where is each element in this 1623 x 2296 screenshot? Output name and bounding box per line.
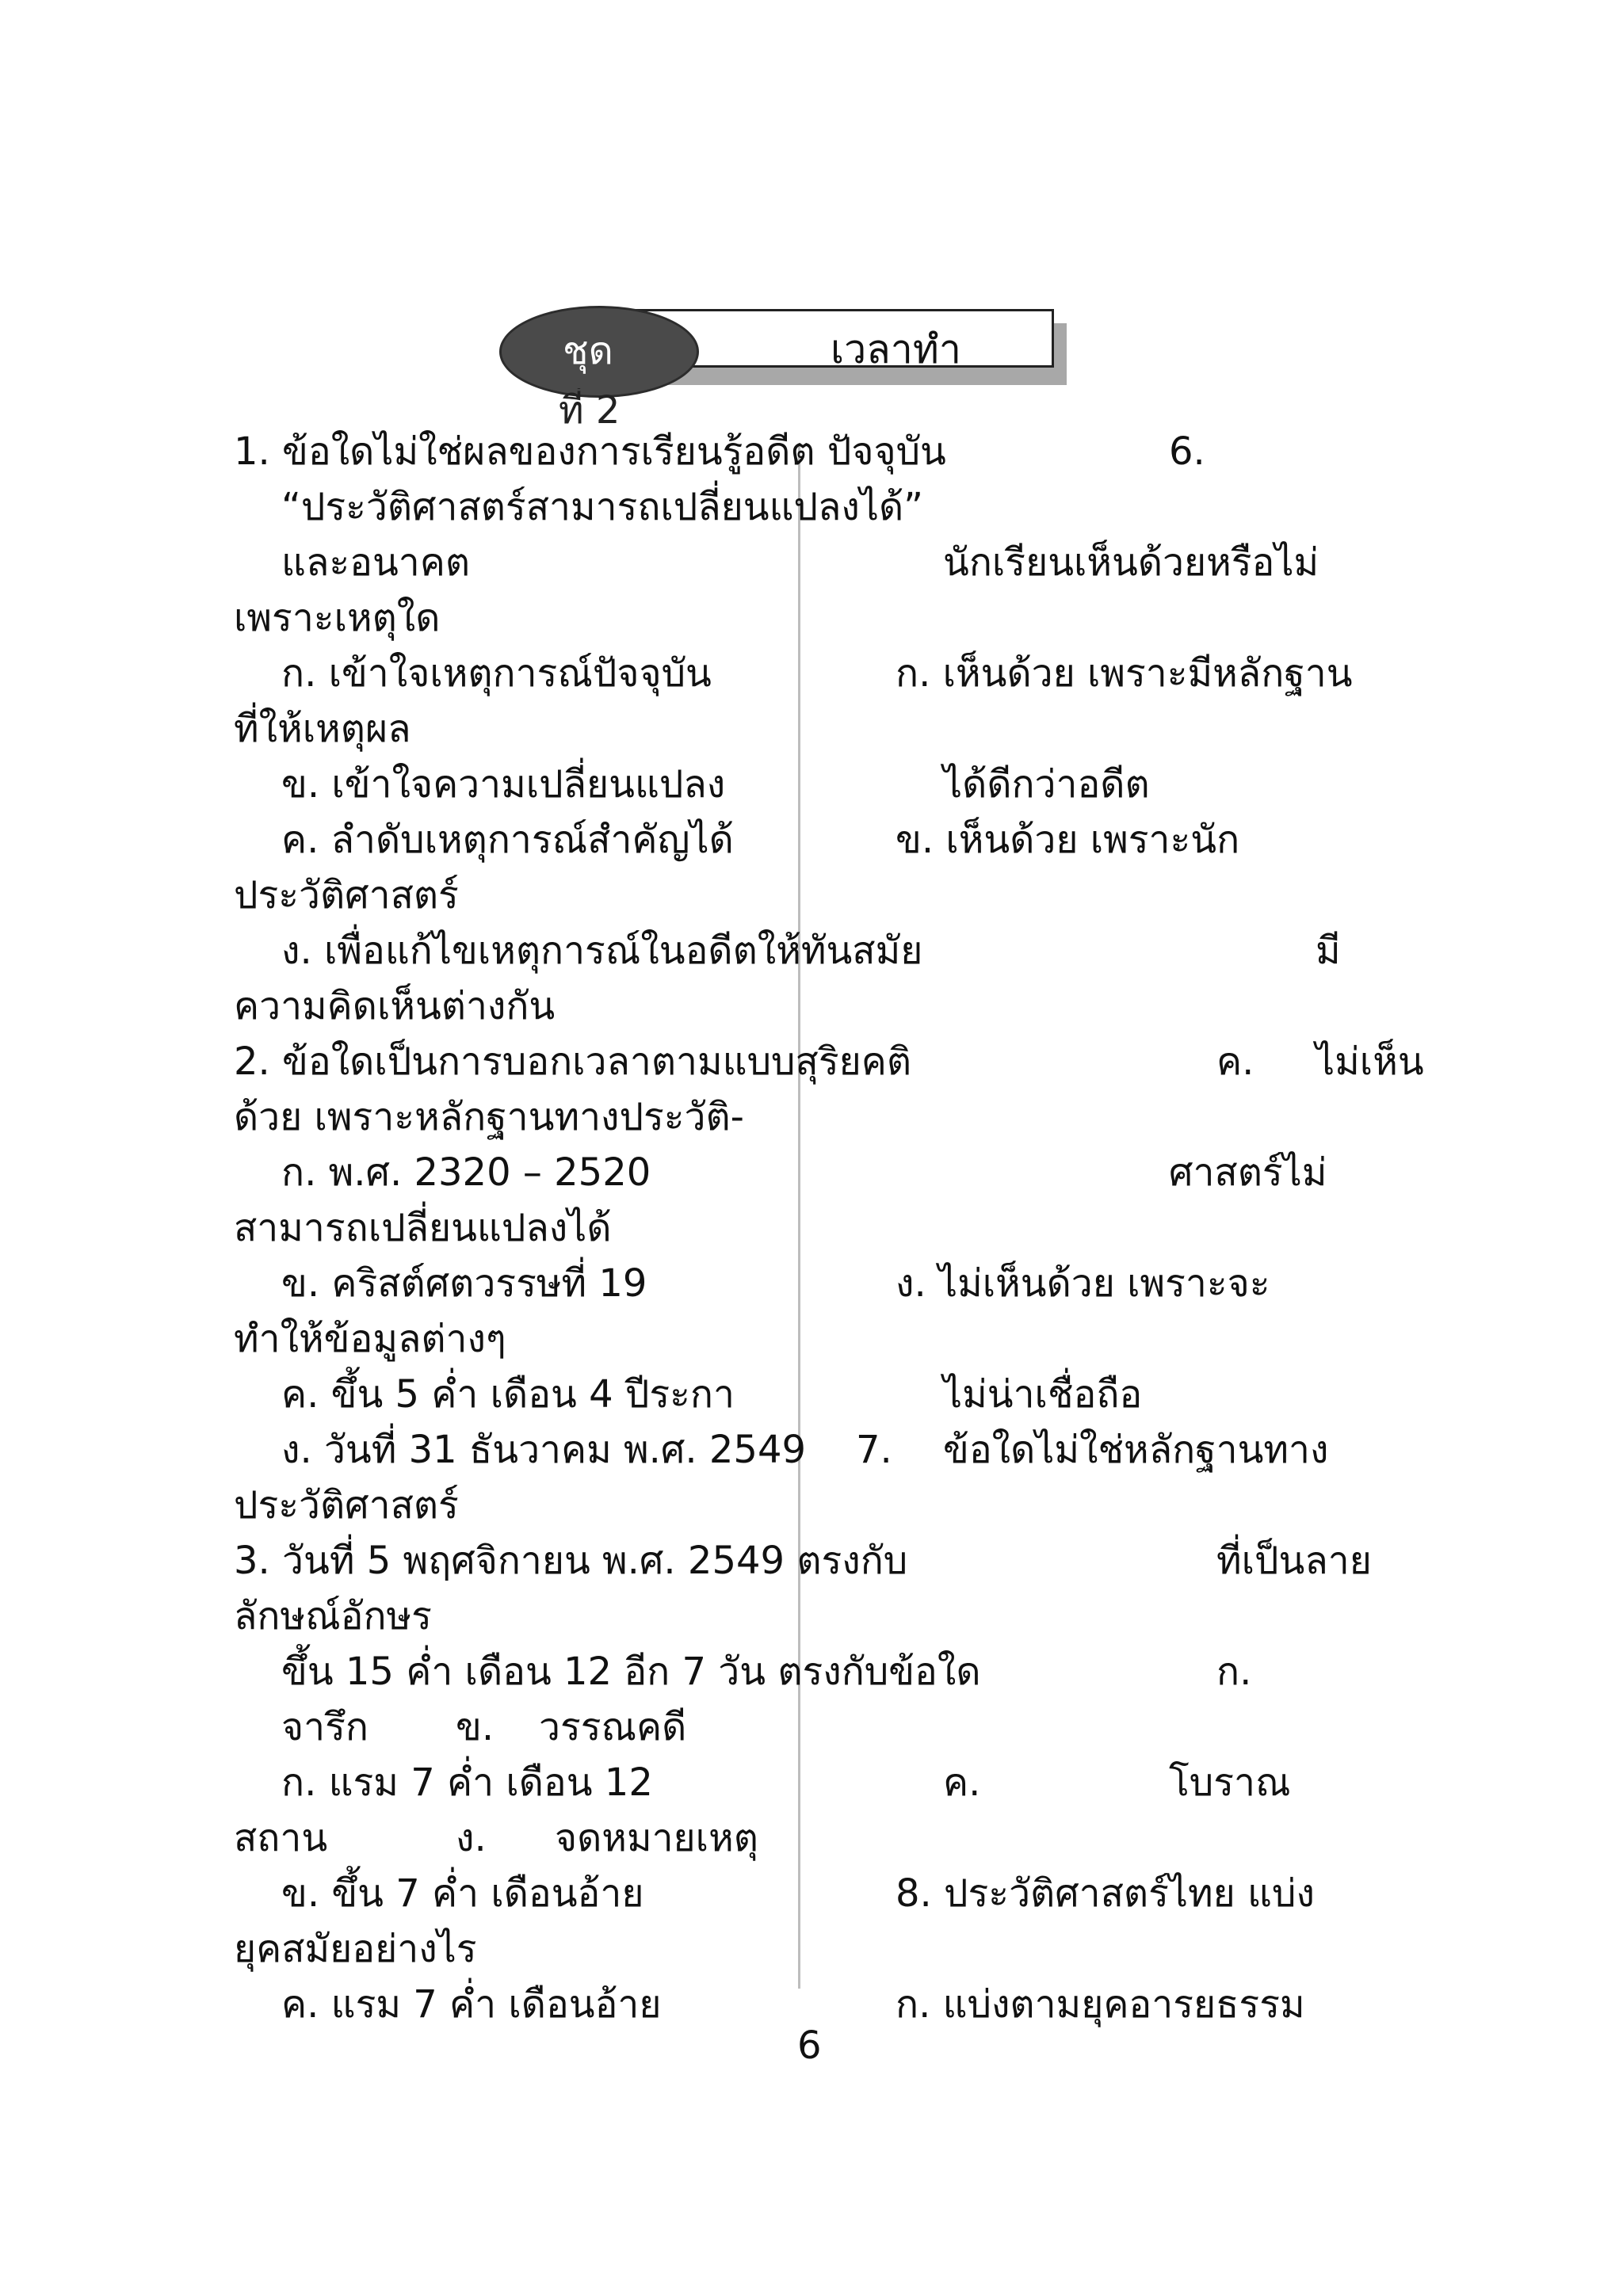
- q6-choice-d: ง. ไม่เห็นด้วย เพราะจะ: [896, 1261, 1270, 1306]
- q7-choice-b-label: ข.: [456, 1705, 495, 1749]
- q2-choice-c: ค. ขึ้น 5 ค่ำ เดือน 4 ปีระกา: [281, 1372, 735, 1417]
- question-7-stem-cont3: ลักษณ์อักษร: [234, 1594, 432, 1638]
- q6-choice-c-label: ค.: [1216, 1039, 1254, 1084]
- header-set-number: ที่ 2: [559, 388, 621, 428]
- question-6-stem: นักเรียนเห็นด้วยหรือไม่: [943, 540, 1319, 585]
- question-8-stem-cont: ยุคสมัยอย่างไร: [234, 1927, 477, 1971]
- q2-choice-a: ก. พ.ศ. 2320 – 2520: [281, 1150, 651, 1195]
- q7-choice-a-label: ก.: [1216, 1650, 1252, 1694]
- q6-choice-a: ก. เห็นด้วย เพราะมีหลักฐาน: [896, 651, 1353, 696]
- question-3-stem-cont: ขึ้น 15 ค่ำ เดือน 12 อีก 7 วัน ตรงกับข้อใด: [281, 1650, 981, 1694]
- question-1-stem-cont: และอนาคต: [281, 540, 471, 585]
- q3-choice-c: ค. แรม 7 ค่ำ เดือนอ้าย: [281, 1982, 662, 2027]
- q6-choice-c-cont: ด้วย เพราะหลักฐานทางประวัติ-: [234, 1095, 744, 1139]
- q6-choice-b: ข. เห็นด้วย เพราะนัก: [896, 818, 1240, 862]
- q1-choice-b: ข. เข้าใจความเปลี่ยนแปลง: [281, 762, 726, 807]
- question-2-stem: 2. ข้อใดเป็นการบอกเวลาตามแบบสุริยคติ: [234, 1039, 911, 1084]
- column-divider: [798, 444, 800, 1989]
- q1-choice-d: ง. เพื่อแก้ไขเหตุการณ์ในอดีตให้ทันสมัย: [281, 929, 923, 973]
- question-1-stem: 1. ข้อใดไม่ใช่ผลของการเรียนรู้อดีต ปัจจุบัน: [234, 429, 946, 474]
- question-8-stem: 8. ประวัติศาสตร์ไทย แบ่ง: [896, 1871, 1315, 1916]
- q6-choice-d-cont2: ไม่น่าเชื่อถือ: [943, 1372, 1143, 1417]
- question-7-stem: ข้อใดไม่ใช่หลักฐานทาง: [943, 1428, 1329, 1472]
- q7-choice-a: จารึก: [281, 1705, 369, 1749]
- q7-choice-c-label: ค.: [943, 1760, 981, 1805]
- q7-choice-b: วรรณคดี: [539, 1705, 687, 1749]
- question-6-quote: “ประวัติศาสตร์สามารถเปลี่ยนแปลงได้”: [281, 485, 924, 529]
- q3-choice-b: ข. ขึ้น 7 ค่ำ เดือนอ้าย: [281, 1871, 644, 1916]
- header-time-label: เวลาทำ: [831, 326, 961, 368]
- q7-choice-d-label: ง.: [456, 1816, 487, 1860]
- q6-choice-b-cont2: มี: [1316, 929, 1341, 973]
- question-7-number: 7.: [856, 1428, 892, 1472]
- q1-choice-a: ก. เข้าใจเหตุการณ์ปัจจุบัน: [281, 651, 712, 696]
- q6-choice-a-cont: ที่ให้เหตุผล: [234, 707, 411, 751]
- question-6-number: 6.: [1169, 429, 1205, 474]
- q6-choice-c: ไม่เห็น: [1316, 1039, 1424, 1084]
- q8-choice-a: ก. แบ่งตามยุคอารยธรรม: [896, 1982, 1305, 2027]
- q6-choice-b-cont: ประวัติศาสตร์: [234, 873, 459, 917]
- q7-choice-c: โบราณ: [1169, 1760, 1291, 1805]
- question-7-stem-cont2: ที่เป็นลาย: [1216, 1539, 1372, 1583]
- q6-choice-d-cont: ทำให้ข้อมูลต่างๆ: [234, 1317, 506, 1361]
- q7-choice-d: จดหมายเหตุ: [555, 1816, 758, 1860]
- q3-choice-a: ก. แรม 7 ค่ำ เดือน 12: [281, 1760, 653, 1805]
- page-number: 6: [797, 2023, 822, 2068]
- q6-choice-b-cont3: ความคิดเห็นต่างกัน: [234, 984, 556, 1028]
- question-3-stem: 3. วันที่ 5 พฤศจิกายน พ.ศ. 2549 ตรงกับ: [234, 1539, 908, 1583]
- q6-choice-a-cont2: ได้ดีกว่าอดีต: [943, 762, 1150, 807]
- q2-choice-b: ข. คริสต์ศตวรรษที่ 19: [281, 1261, 647, 1306]
- question-6-stem-cont: เพราะเหตุใด: [234, 596, 441, 640]
- q2-choice-d: ง. วันที่ 31 ธันวาคม พ.ศ. 2549: [281, 1428, 807, 1472]
- q1-choice-c: ค. ลำดับเหตุการณ์สำคัญได้: [281, 818, 734, 862]
- q7-choice-c-cont: สถาน: [234, 1816, 328, 1860]
- question-7-stem-cont: ประวัติศาสตร์: [234, 1483, 459, 1527]
- q6-choice-c-cont2: ศาสตร์ไม่: [1169, 1150, 1327, 1195]
- header-set-label: ชุด: [563, 329, 613, 373]
- q6-choice-c-cont3: สามารถเปลี่ยนแปลงได้: [234, 1206, 612, 1250]
